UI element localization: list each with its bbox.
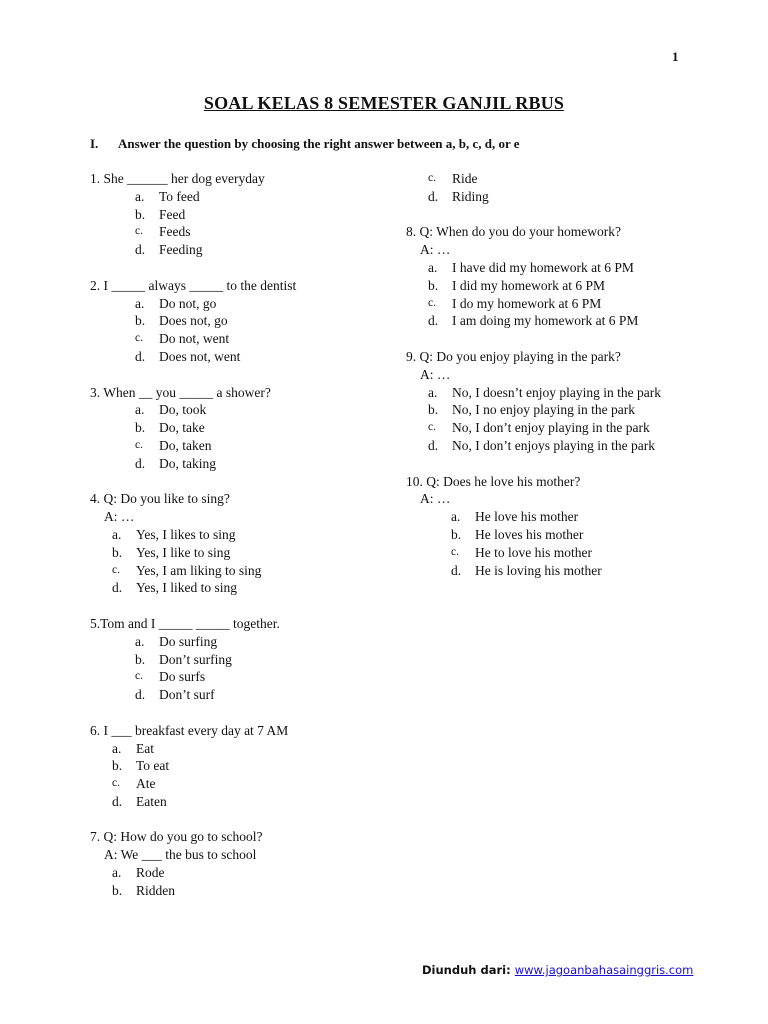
question-block xyxy=(406,473,678,580)
option-letter: c. xyxy=(428,296,436,309)
option-text: Do not, go xyxy=(159,295,217,311)
option-letter: b. xyxy=(112,882,123,898)
answer-option xyxy=(90,579,390,597)
answer-option xyxy=(406,384,678,402)
option-text: Yes, I liked to sing xyxy=(136,580,238,596)
option-letter: c. xyxy=(135,670,143,683)
answer-option xyxy=(406,544,678,562)
option-text: I have did my homework at 6 PM xyxy=(452,259,634,275)
option-letter: d. xyxy=(451,562,462,578)
option-text: Ate xyxy=(136,776,156,792)
option-letter: b. xyxy=(112,544,123,560)
question-block xyxy=(90,170,390,259)
option-text: To eat xyxy=(136,758,170,774)
answer-prompt: A: … xyxy=(420,491,451,507)
option-text: Don’t surfing xyxy=(159,651,232,667)
question-text: 5.Tom and I _____ _____ together. xyxy=(90,615,280,631)
source-link[interactable]: www.jagoanbahasainggris.com xyxy=(514,963,694,977)
answer-option xyxy=(90,793,390,811)
option-text: Do, taken xyxy=(159,437,212,453)
footer xyxy=(422,962,693,980)
option-letter: b. xyxy=(451,526,462,542)
option-letter: d. xyxy=(135,455,146,471)
question-text: 1. She ______ her dog everyday xyxy=(90,171,265,186)
answer-option xyxy=(90,401,390,419)
answer-option xyxy=(406,526,678,544)
option-text: Does not, go xyxy=(159,313,228,329)
option-letter: d. xyxy=(428,437,439,453)
question-text: 9. Q: Do you enjoy playing in the park? xyxy=(406,348,621,364)
option-text: No, I doesn’t enjoy playing in the park xyxy=(452,384,661,400)
option-text: Rode xyxy=(136,865,165,881)
answer-prompt: A: … xyxy=(420,366,451,382)
answer-option xyxy=(90,864,390,882)
option-text: I am doing my homework at 6 PM xyxy=(452,313,639,329)
option-letter: d. xyxy=(135,348,146,364)
answer-option xyxy=(90,562,390,580)
answer-option xyxy=(90,757,390,775)
question-text: 3. When __ you _____ a shower? xyxy=(90,384,271,400)
question-block xyxy=(90,384,390,473)
question-text: 7. Q: How do you go to school? xyxy=(90,829,263,845)
answer-option xyxy=(90,633,390,651)
question-block xyxy=(406,223,678,330)
option-text: He to love his mother xyxy=(475,544,592,560)
question-block xyxy=(406,170,678,206)
option-text: Yes, I am liking to sing xyxy=(136,562,262,578)
option-text: Yes, I like to sing xyxy=(136,544,231,560)
answer-option xyxy=(90,882,390,900)
answer-option xyxy=(90,330,390,348)
answer-option xyxy=(406,277,678,295)
option-letter: b. xyxy=(428,277,439,293)
option-letter: a. xyxy=(428,384,438,400)
answer-option xyxy=(90,437,390,455)
option-letter: d. xyxy=(112,793,123,809)
option-text: Do, took xyxy=(159,402,207,418)
answer-option xyxy=(406,295,678,313)
option-text: Eat xyxy=(136,740,154,756)
option-letter: c. xyxy=(112,777,120,790)
option-text: Does not, went xyxy=(159,348,241,364)
option-text: Feeds xyxy=(159,224,191,240)
section-number: I. xyxy=(90,136,99,151)
answer-option xyxy=(90,651,390,669)
answer-option xyxy=(90,775,390,793)
option-text: He love his mother xyxy=(475,509,579,525)
question-text: 10. Q: Does he love his mother? xyxy=(406,473,581,489)
option-text: Yes, I likes to sing xyxy=(136,526,236,542)
option-letter: b. xyxy=(135,420,146,436)
answer-option xyxy=(406,170,678,188)
option-text: He loves his mother xyxy=(475,526,584,542)
option-text: Feed xyxy=(159,206,186,222)
right-column xyxy=(406,170,678,597)
answer-option xyxy=(90,295,390,313)
option-text: Ridden xyxy=(136,882,175,898)
option-text: Ride xyxy=(452,171,478,186)
option-letter: a. xyxy=(135,402,145,418)
option-letter: a. xyxy=(112,740,122,756)
answer-prompt: A: … xyxy=(420,242,451,258)
answer-option xyxy=(90,419,390,437)
document-title: SOAL KELAS 8 SEMESTER GANJIL RBUS xyxy=(203,93,565,113)
answer-option xyxy=(406,259,678,277)
option-text: Do, taking xyxy=(159,455,216,471)
option-text: Feeding xyxy=(159,242,203,258)
option-letter: a. xyxy=(112,865,122,881)
option-letter: c. xyxy=(428,172,436,184)
answer-option xyxy=(406,562,678,580)
answer-option xyxy=(90,206,390,224)
option-letter: b. xyxy=(112,758,123,774)
answer-option xyxy=(90,544,390,562)
option-letter: c. xyxy=(135,332,143,345)
footer-label: Diunduh dari: xyxy=(422,963,511,977)
question-block xyxy=(90,828,390,899)
option-letter: a. xyxy=(112,526,122,542)
question-block xyxy=(90,615,390,704)
instruction-text: Answer the question by choosing the right answer between a, b, c, d, or e xyxy=(118,136,520,151)
answer-prompt: A: … xyxy=(104,509,135,525)
answer-option xyxy=(90,668,390,686)
option-text: Don’t surf xyxy=(159,687,215,703)
instruction xyxy=(90,135,520,153)
answer-option xyxy=(90,188,390,206)
question-block xyxy=(90,277,390,366)
question-block xyxy=(90,490,390,597)
option-letter: c. xyxy=(112,563,120,576)
option-text: Riding xyxy=(452,188,489,204)
question-text: 2. I _____ always _____ to the dentist xyxy=(90,277,297,293)
option-letter: d. xyxy=(135,242,146,258)
option-text: Do not, went xyxy=(159,331,230,347)
option-letter: a. xyxy=(451,509,461,525)
option-letter: b. xyxy=(428,402,439,418)
option-letter: b. xyxy=(135,651,146,667)
answer-option xyxy=(90,348,390,366)
option-letter: c. xyxy=(428,421,436,434)
option-letter: d. xyxy=(135,687,146,703)
answer-option xyxy=(90,223,390,241)
answer-option xyxy=(406,419,678,437)
answer-option xyxy=(90,455,390,473)
question-block xyxy=(90,722,390,811)
answer-option xyxy=(90,241,390,259)
option-text: Do, take xyxy=(159,420,205,436)
answer-option xyxy=(90,740,390,758)
option-text: I do my homework at 6 PM xyxy=(452,295,602,311)
option-letter: c. xyxy=(451,545,459,558)
option-letter: a. xyxy=(135,295,145,311)
question-text: 8. Q: When do you do your homework? xyxy=(406,224,621,240)
question-text: 4. Q: Do you like to sing? xyxy=(90,491,230,507)
answer-option xyxy=(406,437,678,455)
question-text: 6. I ___ breakfast every day at 7 AM xyxy=(90,722,289,738)
option-text: Do surfing xyxy=(159,633,218,649)
option-text: I did my homework at 6 PM xyxy=(452,277,605,293)
option-letter: c. xyxy=(135,225,143,238)
option-text: He is loving his mother xyxy=(475,562,602,578)
option-letter: d. xyxy=(428,188,439,204)
answer-option xyxy=(90,526,390,544)
option-letter: a. xyxy=(135,633,145,649)
page-number: 1 xyxy=(672,49,679,64)
answer-option xyxy=(90,312,390,330)
answer-option xyxy=(406,312,678,330)
option-letter: b. xyxy=(135,206,146,222)
option-letter: a. xyxy=(428,259,438,275)
answer-option xyxy=(90,686,390,704)
option-text: Eaten xyxy=(136,793,167,809)
option-letter: c. xyxy=(135,438,143,451)
answer-option xyxy=(406,401,678,419)
option-text: To feed xyxy=(159,188,200,204)
option-text: No, I don’t enjoys playing in the park xyxy=(452,437,655,453)
answer-prompt: A: We ___ the bus to school xyxy=(104,847,257,863)
left-column xyxy=(90,170,390,917)
answer-option xyxy=(406,508,678,526)
option-text: Do surfs xyxy=(159,669,206,685)
question-block xyxy=(406,348,678,455)
option-text: No, I no enjoy playing in the park xyxy=(452,402,635,418)
answer-option xyxy=(406,188,678,206)
option-letter: d. xyxy=(112,580,123,596)
option-text: No, I don’t enjoy playing in the park xyxy=(452,420,650,436)
option-letter: d. xyxy=(428,313,439,329)
option-letter: b. xyxy=(135,313,146,329)
option-letter: a. xyxy=(135,188,145,204)
